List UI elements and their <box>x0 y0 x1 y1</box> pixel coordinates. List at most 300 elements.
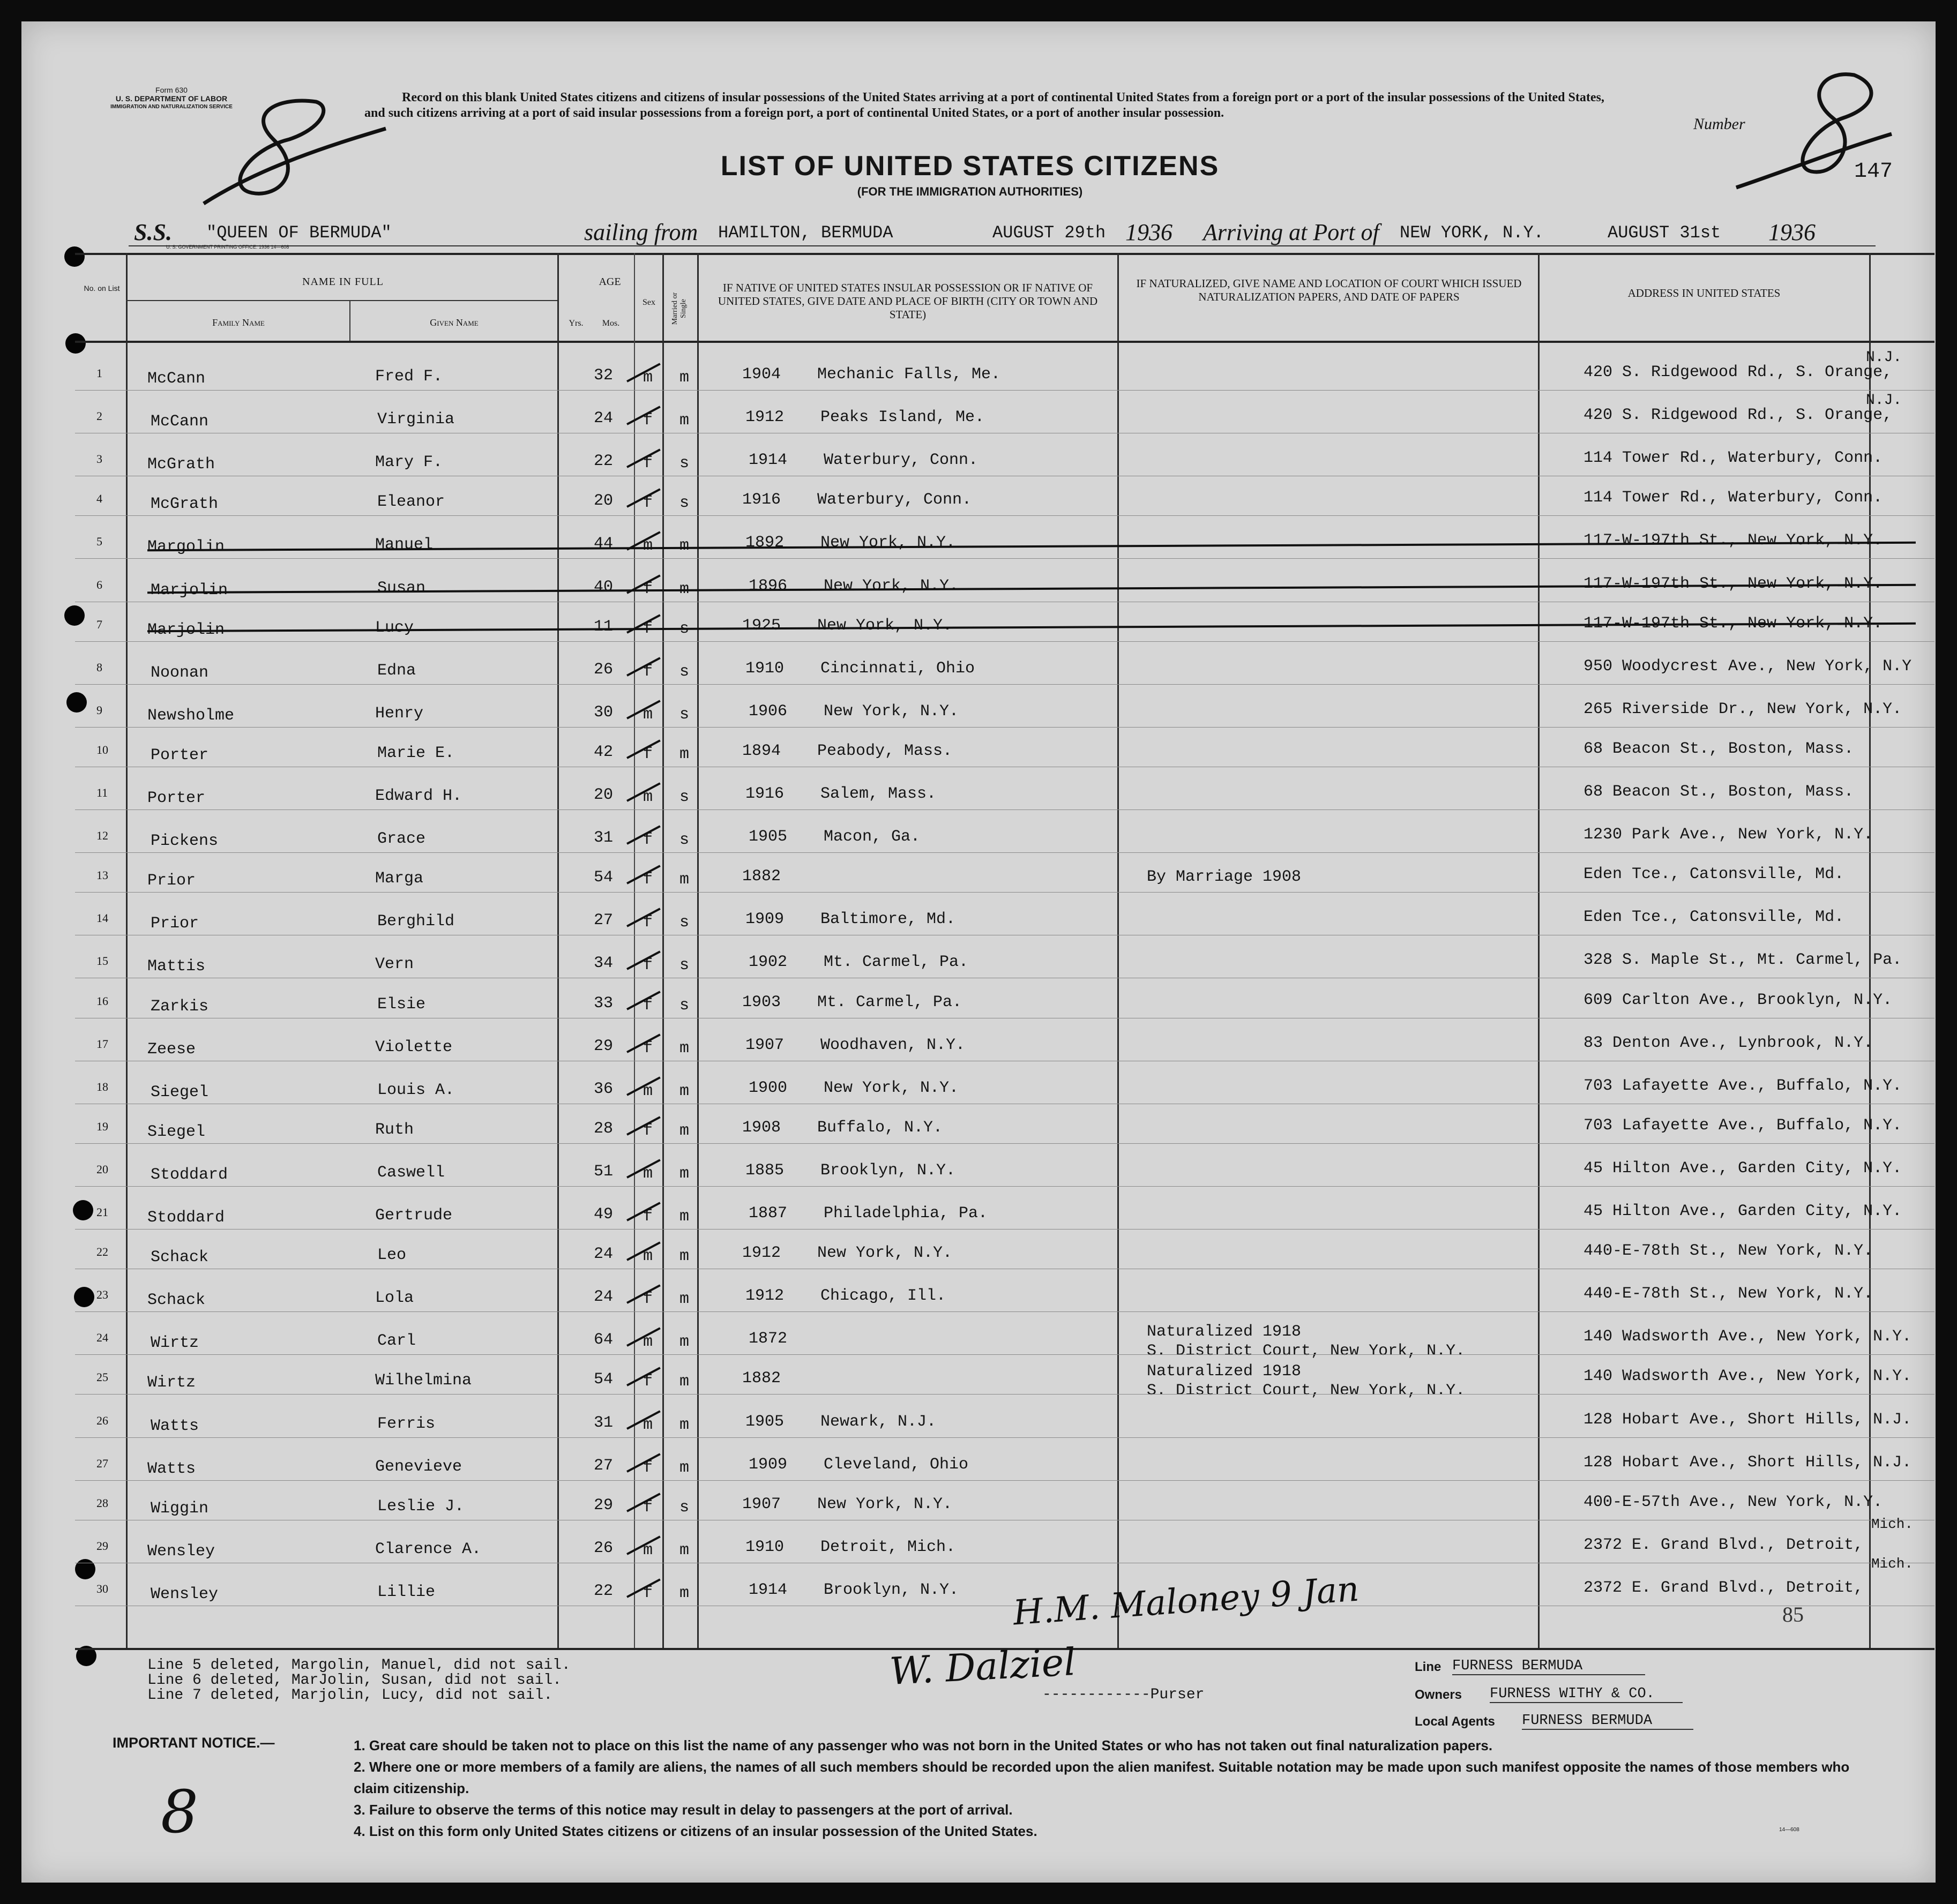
row-number: 27 <box>96 1456 108 1470</box>
given-name: Grace <box>377 830 426 849</box>
page-count: 85 <box>1782 1602 1804 1626</box>
sex-value: f <box>643 1121 653 1140</box>
sex-value: f <box>643 871 653 889</box>
birth-place: New York, N.Y. <box>820 534 956 552</box>
binder-hole <box>65 333 86 354</box>
us-address: 703 Lafayette Ave., Buffalo, N.Y. <box>1583 1076 1902 1095</box>
row-rule <box>75 1480 1934 1481</box>
family-name: McGrath <box>151 495 219 514</box>
given-name: Fred F. <box>375 368 443 386</box>
birth-year: 1894 <box>742 741 781 760</box>
marital-status: s <box>679 1498 690 1517</box>
birth-year: 1912 <box>742 1244 781 1263</box>
family-name: Watts <box>151 1416 199 1435</box>
family-name: Zarkis <box>151 997 209 1016</box>
sex-value: m <box>643 788 653 806</box>
arrival-date: AUGUST 31st <box>1608 223 1721 243</box>
given-name: Henry <box>375 704 424 723</box>
number-caption: Number <box>1693 115 1745 133</box>
birth-place: Salem, Mass. <box>820 785 937 803</box>
col-divider <box>662 253 664 1648</box>
purser-signature: W. Dalziel <box>888 1639 1077 1694</box>
us-address: 117-W-197th St., New York, N.Y. <box>1583 574 1883 593</box>
us-address: 328 S. Maple St., Mt. Carmel, Pa. <box>1583 951 1902 970</box>
sex-value: m <box>643 1082 653 1100</box>
birth-place: New York, N.Y. <box>817 616 953 635</box>
row-number: 24 <box>96 1331 108 1345</box>
sex-value: f <box>643 1208 653 1226</box>
col-divider <box>557 253 559 1648</box>
birth-year: 1905 <box>749 828 788 846</box>
us-address: 1230 Park Ave., New York, N.Y. <box>1583 826 1873 844</box>
birth-place: Brooklyn, N.Y. <box>820 1161 956 1180</box>
notice-list <box>354 1735 1886 1842</box>
inspector-signature: H.M. Maloney 9 Jan <box>1012 1569 1361 1633</box>
sex-value: f <box>643 494 653 513</box>
birth-year: 1910 <box>745 659 785 678</box>
us-address: 45 Hilton Ave., Garden City, N.Y. <box>1583 1159 1902 1178</box>
row-rule <box>75 852 1934 853</box>
birth-year: 1900 <box>749 1078 788 1097</box>
marital-status: m <box>679 1121 690 1140</box>
birth-year: 1916 <box>742 491 781 509</box>
table-header-rule <box>75 341 1934 343</box>
given-name: Marga <box>375 869 424 888</box>
given-name: Berghild <box>377 912 455 931</box>
family-name: Noonan <box>151 663 209 682</box>
binder-hole <box>74 1287 94 1307</box>
birth-year: 1910 <box>745 1538 785 1556</box>
row-rule <box>75 641 1934 642</box>
col-divider <box>349 300 350 341</box>
marital-status: m <box>679 1290 690 1309</box>
birth-place: Newark, N.J. <box>820 1412 937 1431</box>
row-rule <box>75 1186 1934 1187</box>
birth-place: Brooklyn, N.Y. <box>824 1580 959 1599</box>
corner-number-text <box>265 80 266 81</box>
us-address: Eden Tce., Catonsville, Md. <box>1583 908 1844 927</box>
page-number: 147 <box>1854 160 1893 184</box>
family-name: McCann <box>147 370 206 388</box>
row-number: 21 <box>96 1205 108 1219</box>
birth-place: Cincinnati, Ohio <box>820 659 975 678</box>
line-value: FURNESS BERMUDA <box>1452 1658 1645 1675</box>
binder-hole <box>73 1200 93 1220</box>
birth-place: New York, N.Y. <box>824 702 959 721</box>
given-name: Lucy <box>375 618 414 637</box>
no-on-list-header: No. on List <box>84 284 120 293</box>
age-years: 33 <box>594 994 614 1013</box>
marital-status: m <box>679 1415 690 1434</box>
family-name: Wensley <box>147 1542 215 1561</box>
sex-value: f <box>643 619 653 638</box>
notice-item: 4. List on this form only United States citizens or citizens of an insular possession of the United States. <box>354 1823 1037 1839</box>
birth-year: 1908 <box>742 1118 781 1137</box>
arriving-label: Arriving at Port of <box>1203 219 1379 245</box>
row-rule <box>75 390 1934 391</box>
given-name: Eleanor <box>377 493 445 512</box>
col-divider <box>1538 253 1540 1648</box>
family-name: Margolin <box>147 538 225 557</box>
row-number: 11 <box>96 786 108 799</box>
given-name: Susan <box>377 579 426 597</box>
given-name: Virginia <box>377 410 455 429</box>
birth-year: 1902 <box>749 953 788 972</box>
sex-value: m <box>643 1333 653 1352</box>
sex-value: m <box>643 1164 653 1183</box>
age-years: 24 <box>594 409 614 428</box>
given-name: Wilhelmina <box>375 1371 472 1390</box>
given-name: Gertrude <box>375 1206 453 1225</box>
us-address: 45 Hilton Ave., Garden City, N.Y. <box>1583 1202 1902 1220</box>
sailing-from-label: sailing from <box>584 219 698 245</box>
col-divider <box>697 253 699 1648</box>
us-address: 609 Carlton Ave., Brooklyn, N.Y. <box>1583 991 1893 1009</box>
us-address: 117-W-197th St., New York, N.Y. <box>1583 531 1883 550</box>
us-address: 440-E-78th St., New York, N.Y. <box>1583 1285 1873 1303</box>
mos-header: Mos. <box>602 319 620 328</box>
page-title: LIST OF UNITED STATES CITIZENS <box>720 151 1220 182</box>
line-label: Line <box>1415 1660 1441 1674</box>
birth-year: 1914 <box>749 451 788 470</box>
us-address: 140 Wadsworth Ave., New York, N.Y. <box>1583 1328 1912 1346</box>
sex-value: f <box>643 1373 653 1391</box>
age-years: 26 <box>594 1539 614 1557</box>
naturalization-info: By Marriage 1908 <box>1147 868 1302 887</box>
us-address: 440-E-78th St., New York, N.Y. <box>1583 1242 1873 1261</box>
birth-place: Chicago, Ill. <box>820 1287 946 1306</box>
given-name: Edward H. <box>375 787 462 805</box>
page-subtitle: (FOR THE IMMIGRATION AUTHORITIES) <box>857 185 1083 198</box>
row-number: 4 <box>96 492 102 506</box>
given-name: Mary F. <box>375 453 443 472</box>
given-name: Manuel <box>375 536 434 554</box>
sex-value: f <box>643 1584 653 1602</box>
birth-year: 1925 <box>742 616 781 635</box>
handwritten-number-mark <box>182 64 407 225</box>
birth-place: Philadelphia, Pa. <box>824 1204 988 1223</box>
family-name: Wensley <box>151 1585 219 1603</box>
naturalization-info: Naturalized 1918 S. District Court, New York, N.Y. <box>1147 1323 1466 1361</box>
given-name: Marie E. <box>377 744 455 762</box>
given-name: Louis A. <box>377 1081 455 1099</box>
binder-hole <box>64 605 85 626</box>
age-years: 34 <box>594 954 614 973</box>
marital-status: m <box>679 537 690 556</box>
row-rule <box>75 515 1934 516</box>
row-number: 14 <box>96 911 108 925</box>
family-name: Zeese <box>147 1040 196 1059</box>
family-name: McGrath <box>147 455 215 474</box>
us-address: 83 Denton Ave., Lynbrook, N.Y. <box>1583 1033 1873 1052</box>
ship-name: "QUEEN OF BERMUDA" <box>206 223 392 243</box>
row-rule <box>75 1229 1934 1230</box>
birth-year: 1885 <box>745 1161 785 1180</box>
age-years: 31 <box>594 829 614 848</box>
marital-status: m <box>679 1082 690 1100</box>
name-in-full-header: NAME IN FULL <box>302 276 384 288</box>
age-years: 24 <box>594 1245 614 1264</box>
family-name: Siegel <box>147 1122 206 1141</box>
age-years: 42 <box>594 743 614 761</box>
row-rule <box>75 1311 1934 1312</box>
row-number: 10 <box>96 743 108 756</box>
birth-year: 1887 <box>749 1204 788 1223</box>
marital-status: m <box>679 1458 690 1477</box>
given-name: Edna <box>377 661 416 680</box>
given-name: Leo <box>377 1246 407 1265</box>
voyage-underline <box>129 245 1876 246</box>
marital-status: m <box>679 1039 690 1058</box>
marital-status: m <box>679 1208 690 1226</box>
us-address: 128 Hobart Ave., Short Hills, N.J. <box>1583 1410 1912 1429</box>
birth-place: Waterbury, Conn. <box>824 451 979 470</box>
marital-status: s <box>679 913 690 932</box>
age-years: 51 <box>594 1162 614 1181</box>
age-years: 32 <box>594 366 614 385</box>
birth-place: Buffalo, N.Y. <box>817 1118 943 1137</box>
row-number: 8 <box>96 660 102 674</box>
given-name: Lola <box>375 1289 414 1308</box>
purser-label: ------------Purser <box>1042 1686 1205 1703</box>
row-number: 20 <box>96 1162 108 1176</box>
binder-hole <box>66 692 87 713</box>
family-name: McCann <box>151 413 209 431</box>
family-name: Watts <box>147 1459 196 1478</box>
sex-value: f <box>643 1039 653 1058</box>
birth-year: 1905 <box>745 1412 785 1431</box>
address-overflow: Mich. <box>1871 1556 1914 1572</box>
family-name: Mattis <box>147 957 206 976</box>
birth-year: 1916 <box>745 785 785 803</box>
birth-year: 1892 <box>745 534 785 552</box>
birth-year: 1912 <box>745 1287 785 1306</box>
row-rule <box>75 809 1934 810</box>
birth-year: 1914 <box>749 1580 788 1599</box>
deletion-note: Line 6 deleted, MarJolin, Susan, did not sail. <box>147 1672 562 1689</box>
us-address: 420 S. Ridgewood Rd., S. Orange, <box>1583 406 1893 425</box>
age-years: 31 <box>594 1413 614 1432</box>
family-name: Prior <box>151 914 199 933</box>
row-rule <box>75 1354 1934 1355</box>
departure-date: AUGUST 29th <box>992 223 1106 243</box>
sex-value: f <box>643 1498 653 1517</box>
family-name: Prior <box>147 872 196 890</box>
given-name: Ruth <box>375 1120 414 1139</box>
us-address: 128 Hobart Ave., Short Hills, N.J. <box>1583 1453 1912 1472</box>
family-name: Wiggin <box>151 1499 209 1518</box>
family-name: Siegel <box>151 1083 209 1101</box>
notice-item: 1. Great care should be taken not to place on this list the name of any passenger who was not born in the United States or who has not taken out final naturalization papers. <box>354 1737 1493 1753</box>
marital-status: m <box>679 1541 690 1560</box>
row-number: 15 <box>96 954 108 968</box>
us-address: 2372 E. Grand Blvd., Detroit, <box>1583 1535 1864 1554</box>
family-name: Marjolin <box>151 581 228 599</box>
family-name: Stoddard <box>151 1165 228 1184</box>
us-address: 114 Tower Rd., Waterbury, Conn. <box>1583 449 1883 468</box>
row-number: 23 <box>96 1288 108 1302</box>
us-address: 703 Lafayette Ave., Buffalo, N.Y. <box>1583 1116 1902 1135</box>
birth-place: Macon, Ga. <box>824 828 921 846</box>
us-address: 265 Riverside Dr., New York, N.Y. <box>1583 700 1902 718</box>
given-name: Caswell <box>377 1163 445 1182</box>
row-rule <box>75 558 1934 559</box>
col-divider <box>1117 253 1119 1648</box>
family-name: Schack <box>151 1248 209 1267</box>
marital-status: m <box>679 1373 690 1391</box>
row-number: 3 <box>96 452 102 466</box>
us-address: 114 Tower Rd., Waterbury, Conn. <box>1583 489 1883 507</box>
row-rule <box>75 892 1934 893</box>
marital-status: m <box>679 1247 690 1266</box>
sex-value: m <box>643 369 653 387</box>
marital-status: m <box>679 1584 690 1602</box>
given-name: Violette <box>375 1038 453 1056</box>
age-years: 49 <box>594 1205 614 1224</box>
naturalized-header: IF NATURALIZED, GIVE NAME AND LOCATION OF COURT WHICH ISSUED NATURALIZATION PAPERS, AND DATE OF PAPERS <box>1136 277 1522 303</box>
birth-header: IF NATIVE OF UNITED STATES INSULAR POSSESSION OR IF NATIVE OF UNITED STATES, GIVE DATE AND PLACE OF BIRTH (CITY OR TOWN AND STATE) <box>718 281 1098 321</box>
arrival-port: NEW YORK, N.Y. <box>1400 223 1544 243</box>
age-years: 11 <box>594 617 614 636</box>
birth-place: Detroit, Mich. <box>820 1538 956 1556</box>
form-code: 14—608 <box>1779 1827 1799 1833</box>
row-number: 22 <box>96 1245 108 1259</box>
row-number: 19 <box>96 1119 108 1133</box>
us-address: 400-E-57th Ave., New York, N.Y. <box>1583 1493 1883 1511</box>
row-rule <box>75 1437 1934 1438</box>
binder-hole <box>75 1559 95 1579</box>
birth-place: Mechanic Falls, Me. <box>817 365 1001 384</box>
age-years: 27 <box>594 911 614 930</box>
age-years: 24 <box>594 1288 614 1307</box>
marital-status: s <box>679 662 690 681</box>
row-number: 2 <box>96 409 102 423</box>
given-name: Clarence A. <box>375 1540 482 1558</box>
departure-port: HAMILTON, BERMUDA <box>718 223 893 243</box>
birth-place: Cleveland, Ohio <box>824 1455 969 1474</box>
marital-status: m <box>679 369 690 387</box>
birth-year: 1903 <box>742 993 781 1011</box>
given-name: Carl <box>377 1332 416 1351</box>
age-years: 22 <box>594 1581 614 1600</box>
row-number: 25 <box>96 1370 108 1384</box>
ss-label: S.S. <box>134 219 172 245</box>
given-name: Vern <box>375 955 414 974</box>
row-rule <box>75 684 1934 685</box>
age-years: 30 <box>594 703 614 722</box>
birth-place: Peaks Island, Me. <box>820 408 985 427</box>
birth-place: Peabody, Mass. <box>817 741 953 760</box>
age-years: 26 <box>594 660 614 679</box>
sex-value: f <box>643 1458 653 1477</box>
sex-value: m <box>643 1541 653 1560</box>
age-years: 29 <box>594 1037 614 1055</box>
family-name: Schack <box>147 1291 206 1310</box>
birth-year: 1882 <box>742 1369 781 1388</box>
family-name: Newsholme <box>147 706 235 725</box>
family-name: Pickens <box>151 832 219 851</box>
sex-value: m <box>643 537 653 556</box>
birth-year: 1906 <box>749 702 788 721</box>
row-number: 5 <box>96 535 102 549</box>
sex-value: f <box>643 454 653 473</box>
given-name-header: Given Name <box>430 317 479 328</box>
row-number: 1 <box>96 366 102 380</box>
row-number: 16 <box>96 994 108 1008</box>
us-address: 68 Beacon St., Boston, Mass. <box>1583 783 1854 801</box>
row-number: 30 <box>96 1581 108 1595</box>
birth-place: Mt. Carmel, Pa. <box>817 993 962 1011</box>
age-years: 54 <box>594 1370 614 1389</box>
col-divider <box>126 253 128 1648</box>
age-years: 22 <box>594 452 614 471</box>
birth-year: 1896 <box>749 576 788 595</box>
sex-value: f <box>643 745 653 763</box>
us-address: 117-W-197th St., New York, N.Y. <box>1583 614 1883 633</box>
agents-value: FURNESS BERMUDA <box>1522 1713 1693 1730</box>
birth-year: 1909 <box>749 1455 788 1474</box>
agents-label: Local Agents <box>1415 1714 1495 1729</box>
sex-value: f <box>643 913 653 932</box>
row-rule <box>75 1143 1934 1144</box>
row-number: 28 <box>96 1496 108 1510</box>
row-rule <box>75 727 1934 728</box>
family-name: Porter <box>147 789 206 807</box>
row-number: 29 <box>96 1539 108 1553</box>
birth-year: 1909 <box>745 910 785 929</box>
marital-status: m <box>679 871 690 889</box>
service-name: IMMIGRATION AND NATURALIZATION SERVICE <box>110 104 233 110</box>
us-address: 2372 E. Grand Blvd., Detroit, <box>1583 1578 1864 1597</box>
family-name: Marjolin <box>147 620 225 639</box>
us-address: 68 Beacon St., Boston, Mass. <box>1583 739 1854 758</box>
given-name: Elsie <box>377 995 426 1014</box>
form-preamble: Record on this blank United States citizens and citizens of insular possessions of the United States arriving at a port of continental United States from a foreign port or a port of the insular possessions of the United States, and such citizens arriving at a port of said insular possessions from a foreign port, a port of continental United States, or a port of another insular possession. <box>364 91 1604 120</box>
owners-label: Owners <box>1415 1688 1462 1702</box>
marital-status: s <box>679 454 690 473</box>
birth-year: 1872 <box>749 1330 788 1348</box>
family-name-header: Family Name <box>212 317 265 328</box>
given-name: Lillie <box>377 1583 436 1601</box>
birth-place: New York, N.Y. <box>824 1078 959 1097</box>
age-years: 40 <box>594 578 614 596</box>
birth-place: Woodhaven, N.Y. <box>820 1036 966 1054</box>
family-name: Stoddard <box>147 1209 225 1227</box>
address-header: ADDRESS IN UNITED STATES <box>1627 287 1781 299</box>
naturalization-info: Naturalized 1918 S. District Court, New York, N.Y. <box>1147 1362 1466 1400</box>
married-single-header: Married or Single <box>671 292 688 325</box>
birth-place: New York, N.Y. <box>817 1244 953 1263</box>
marital-status: m <box>679 411 690 430</box>
sex-value: f <box>643 956 653 975</box>
us-address: Eden Tce., Catonsville, Md. <box>1583 865 1844 884</box>
marital-status: s <box>679 956 690 975</box>
marital-status: s <box>679 494 690 513</box>
given-name: Ferris <box>377 1414 436 1433</box>
manifest-sheet <box>21 21 1936 1883</box>
bottom-handwritten-mark: 8 <box>161 1778 198 1846</box>
notice-item: 2. Where one or more members of a family are aliens, the names of all such members should be recorded upon the alien manifest. Suitable notation may be made upon such manifest opposite the names of those members who claim citizenship. <box>354 1759 1850 1796</box>
row-number: 18 <box>96 1080 108 1093</box>
sex-header: Sex <box>643 298 655 307</box>
family-name: Wirtz <box>147 1374 196 1392</box>
marital-status: s <box>679 831 690 850</box>
marital-status: m <box>679 1333 690 1352</box>
notice-item: 3. Failure to observe the terms of this notice may result in delay to passengers at the port of arrival. <box>354 1802 1013 1818</box>
deletion-notes <box>147 1658 571 1703</box>
row-rule <box>75 1394 1934 1395</box>
deletion-note: Line 7 deleted, Marjolin, Lucy, did not sail. <box>147 1687 553 1704</box>
